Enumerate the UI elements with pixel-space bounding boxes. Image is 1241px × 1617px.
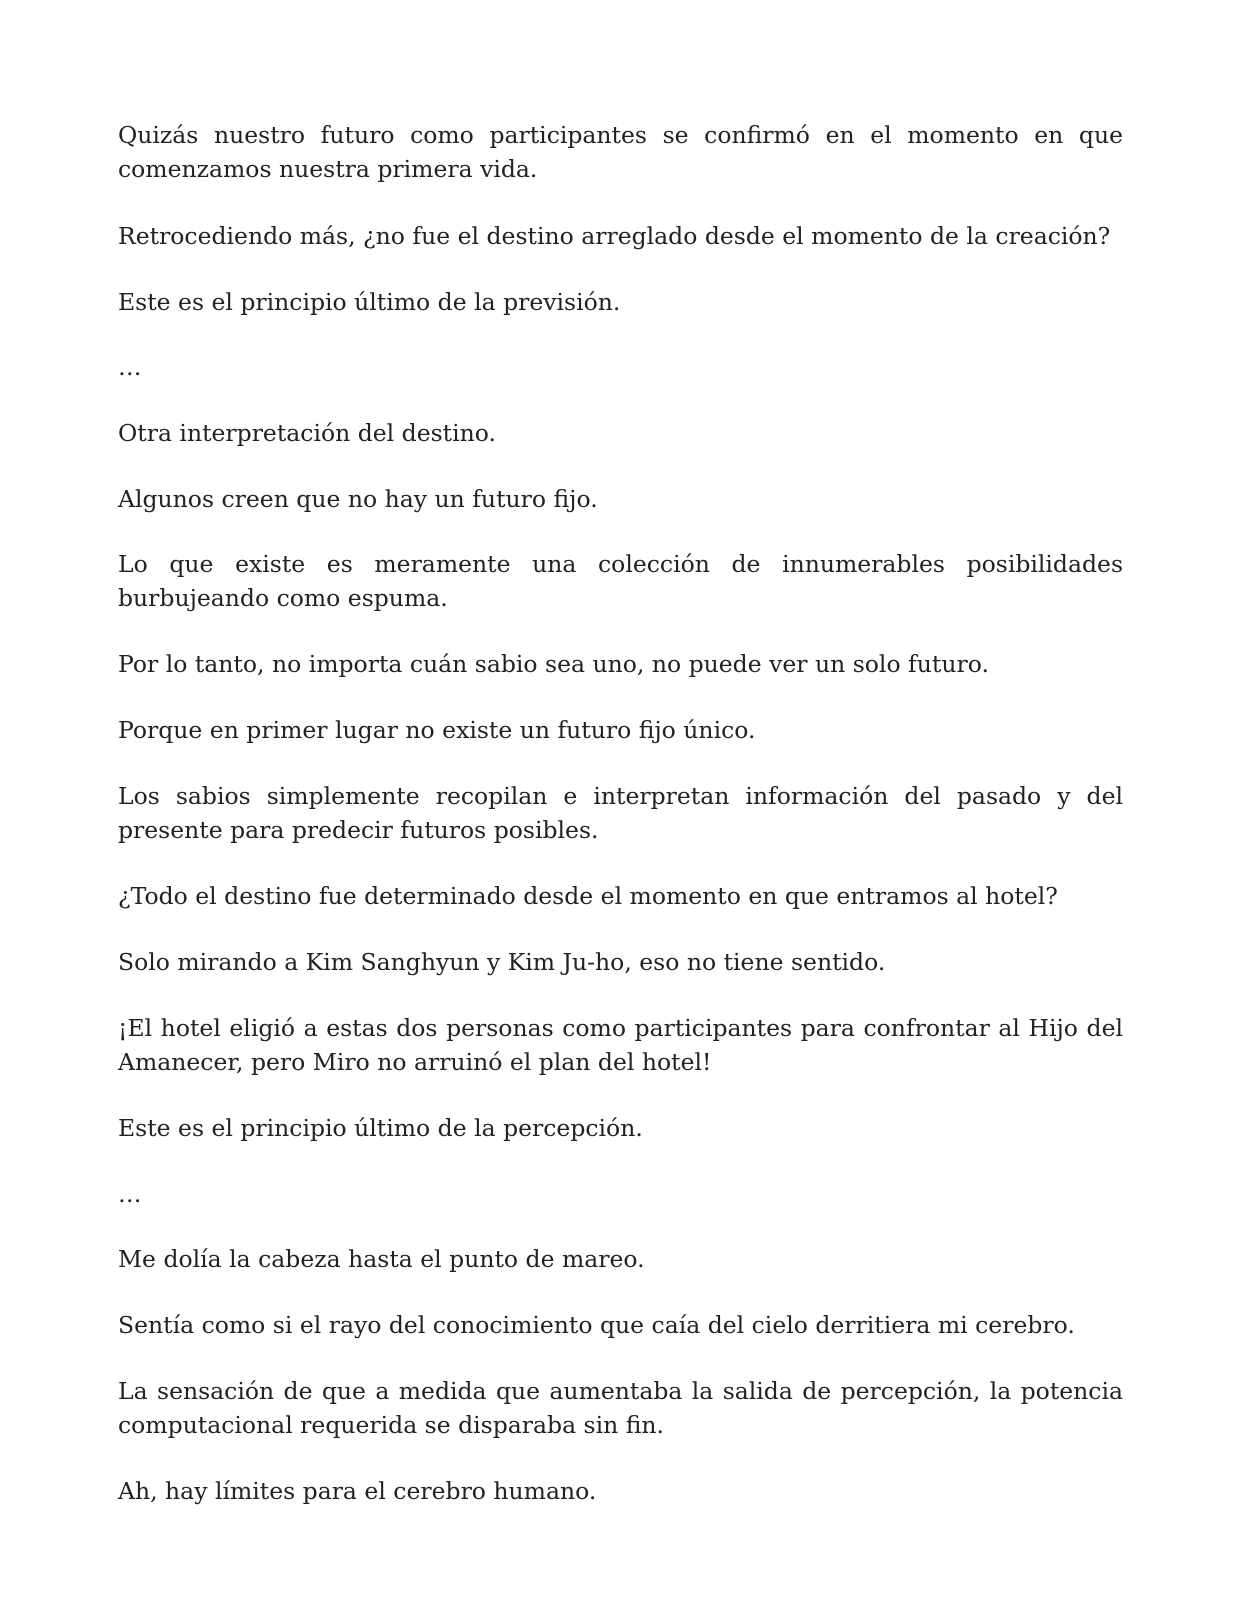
ellipsis-separator-1: … xyxy=(118,353,142,381)
paragraph-15: Sentía como si el rayo del conocimiento que caía del cielo derritiera mi cerebro. xyxy=(118,1311,1075,1339)
paragraph-10: ¿Todo el destino fue determinado desde el momento en que entramos al hotel? xyxy=(118,882,1058,910)
paragraph-5: Algunos creen que no hay un futuro fijo. xyxy=(118,485,598,513)
ellipsis-separator-2: … xyxy=(118,1180,142,1208)
paragraph-7: Por lo tanto, no importa cuán sabio sea uno, no puede ver un solo futuro. xyxy=(118,650,989,678)
paragraph-8: Porque en primer lugar no existe un futuro fijo único. xyxy=(118,716,756,744)
paragraph-3: Este es el principio último de la previsión. xyxy=(118,288,621,316)
paragraph-16: La sensación de que a medida que aumentaba la salida de percepción, la potencia computacional requerida se disparaba sin fin. xyxy=(118,1377,1123,1439)
paragraph-17: Ah, hay límites para el cerebro humano. xyxy=(118,1477,597,1505)
paragraph-9: Los sabios simplemente recopilan e interpretan información del pasado y del presente para predecir futuros posibles. xyxy=(118,782,1123,844)
paragraph-6: Lo que existe es meramente una colección de innumerables posibilidades burbujeando como espuma. xyxy=(118,550,1123,612)
paragraph-1: Quizás nuestro futuro como participantes se confirmó en el momento en que comenzamos nuestra primera vida. xyxy=(118,121,1123,183)
paragraph-4: Otra interpretación del destino. xyxy=(118,419,496,447)
paragraph-13: Este es el principio último de la percepción. xyxy=(118,1114,643,1142)
paragraph-14: Me dolía la cabeza hasta el punto de mareo. xyxy=(118,1245,645,1273)
paragraph-12: ¡El hotel eligió a estas dos personas como participantes para confrontar al Hijo del Amanecer, pero Miro no arruinó el plan del hotel! xyxy=(118,1014,1123,1076)
paragraph-11: Solo mirando a Kim Sanghyun y Kim Ju-ho, eso no tiene sentido. xyxy=(118,948,886,976)
paragraph-2: Retrocediendo más, ¿no fue el destino arreglado desde el momento de la creación? xyxy=(118,222,1111,250)
